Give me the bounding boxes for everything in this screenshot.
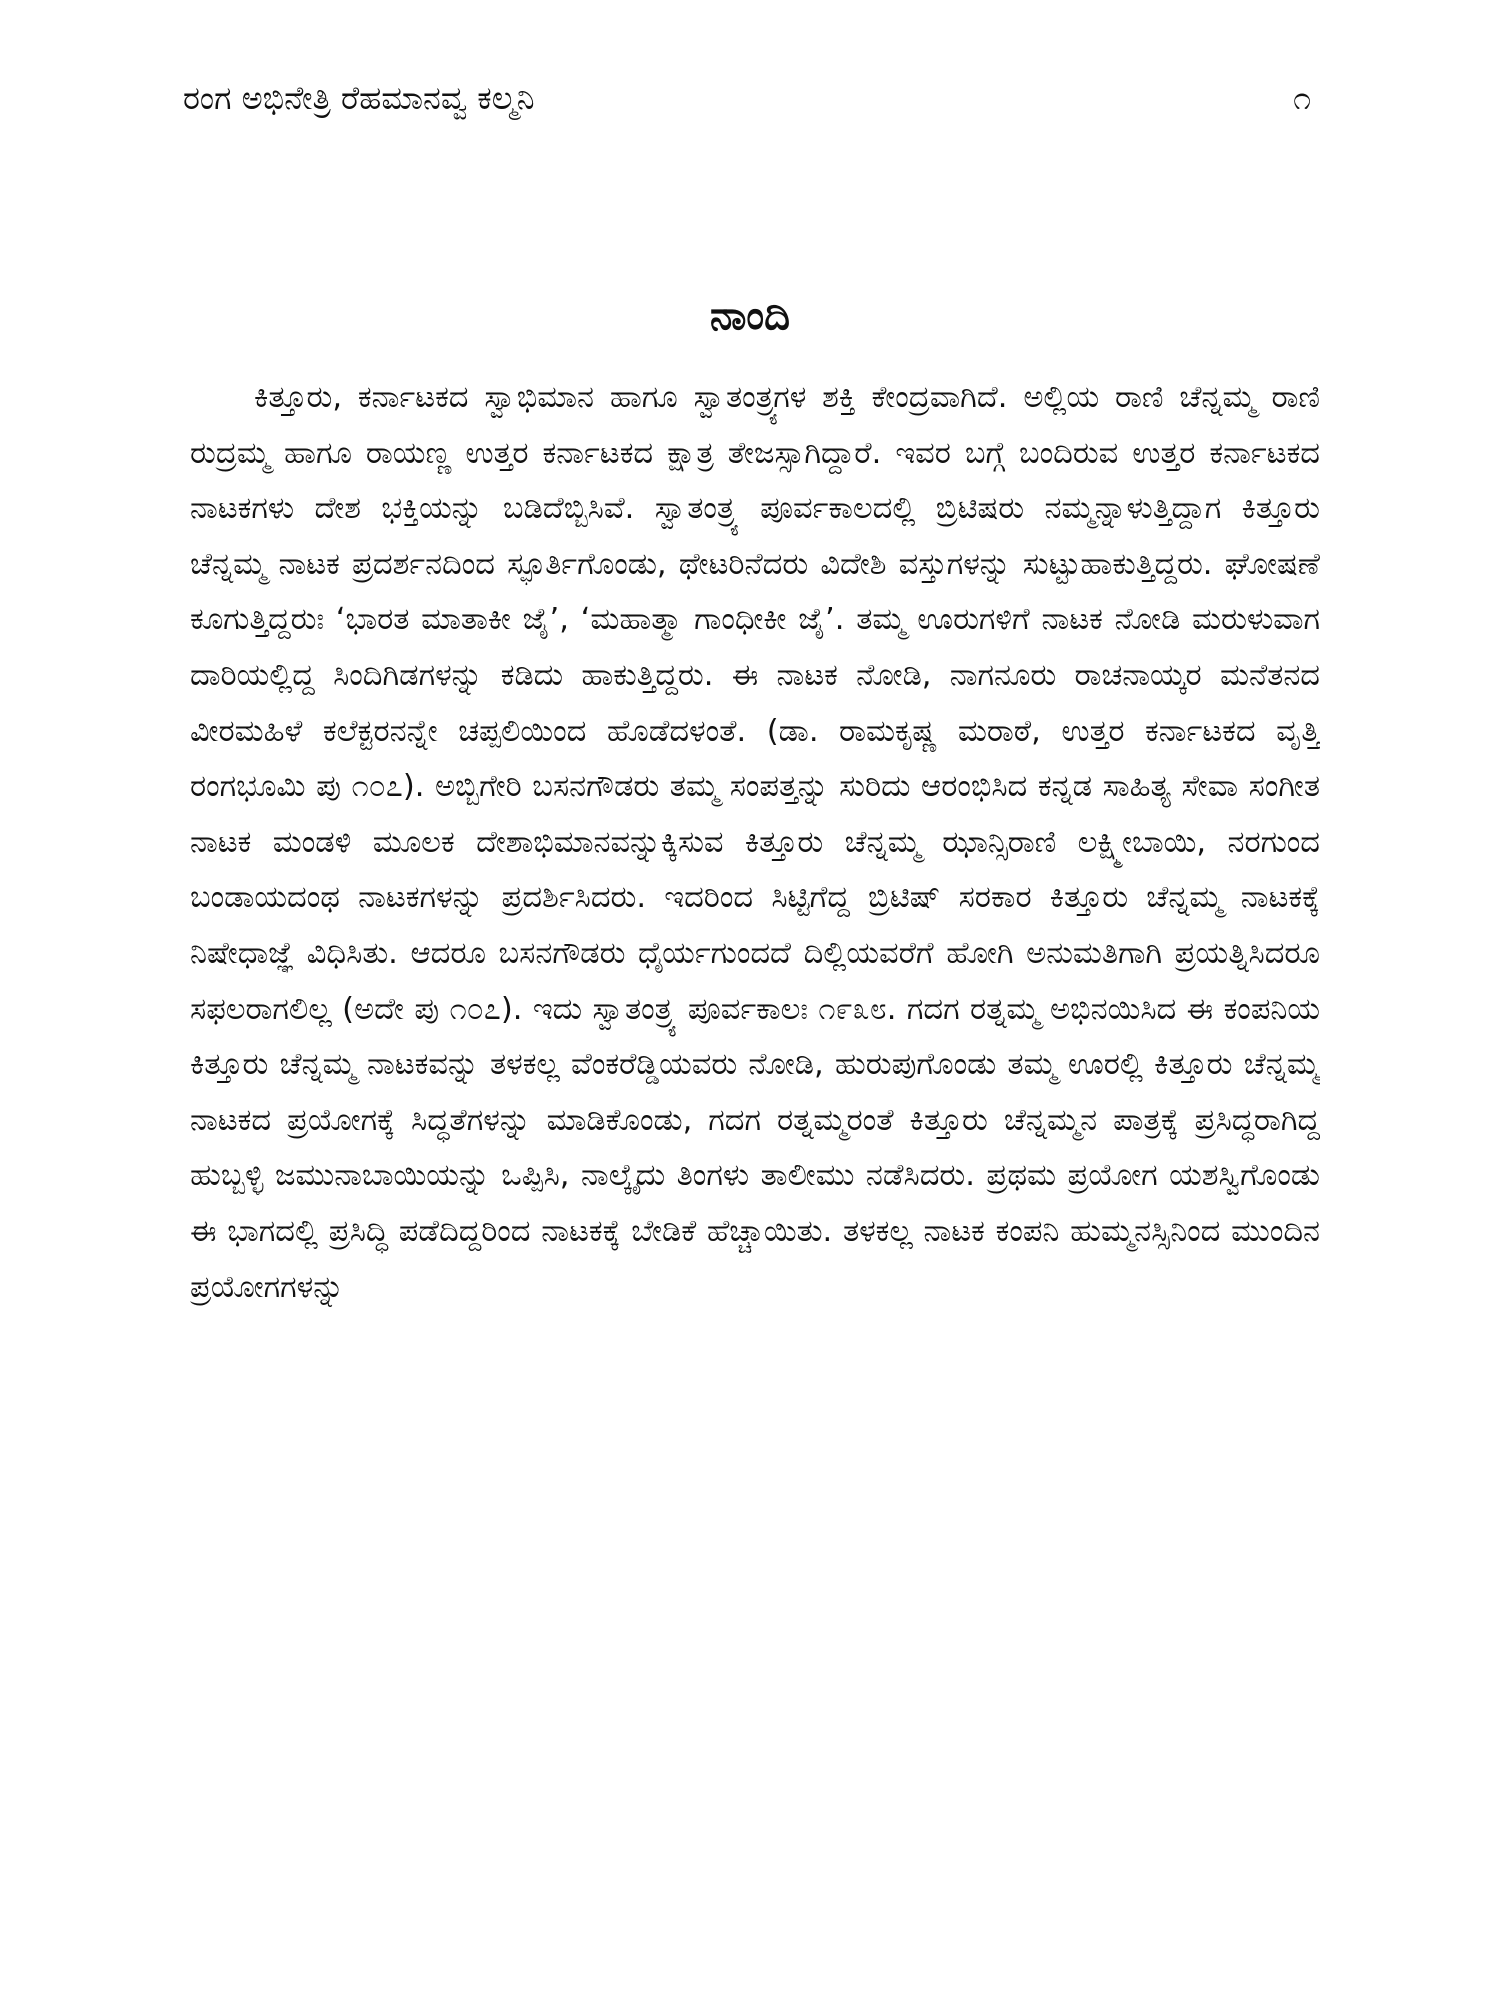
running-header [183, 72, 1323, 124]
section-title: ನಾಂದಿ [710, 293, 790, 339]
running-title: ರಂಗ ಅಭಿನೇತ್ರಿ ರೆಹಮಾನವ್ವ ಕಲ್ಮನಿ [183, 79, 535, 117]
body-paragraph: ಕಿತ್ತೂರು, ಕರ್ನಾಟಕದ ಸ್ವಾಭಿಮಾನ ಹಾಗೂ ಸ್ವಾತಂತ್ರ್ಯಗಳ ಶಕ್ತಿ ಕೇಂದ್ರವಾಗಿದೆ. ಅಲ್ಲಿಯ ರಾಣಿ ಚೆನ್ನಮ್ಮ ರಾಣಿ ರುದ್ರಮ್ಮ ಹಾಗೂ ರಾಯಣ್ಣ ಉತ್ತರ ಕರ್ನಾಟಕದ ಕ್ಷಾತ್ರ ತೇಜಸ್ಸಾಗಿದ್ದಾರೆ. ಇವರ ಬಗ್ಗೆ ಬಂದಿರುವ ಉತ್ತರ ಕರ್ನಾಟಕದ ನಾಟಕಗಳು ದೇಶ ಭಕ್ತಿಯನ್ನು ಬಡಿದೆಬ್ಬಿಸಿವೆ. ಸ್ವಾತಂತ್ರ್ಯ ಪೂರ್ವಕಾಲದಲ್ಲಿ ಬ್ರಿಟಿಷರು ನಮ್ಮನ್ನಾಳುತ್ತಿದ್ದಾಗ ಕಿತ್ತೂರು ಚೆನ್ನಮ್ಮ ನಾಟಕ ಪ್ರದರ್ಶನದಿಂದ ಸ್ಫೂರ್ತಿಗೊಂಡು, ಥೇಟರಿನೆದರು ವಿದೇಶಿ ವಸ್ತುಗಳನ್ನು ಸುಟ್ಟುಹಾಕುತ್ತಿದ್ದರು. ಘೋಷಣೆ ಕೂಗುತ್ತಿದ್ದರುಃ ‘ಭಾರತ ಮಾತಾಕೀ ಜೈ’, ‘ಮಹಾತ್ಮಾ ಗಾಂಧೀಕೀ ಜೈ’. ತಮ್ಮ ಊರುಗಳಿಗೆ ನಾಟಕ ನೋಡಿ ಮರುಳುವಾಗ ದಾರಿಯಲ್ಲಿದ್ದ ಸಿಂದಿಗಿಡಗಳನ್ನು ಕಡಿದು ಹಾಕುತ್ತಿದ್ದರು. ಈ ನಾಟಕ ನೋಡಿ, ನಾಗನೂರು ರಾಚನಾಯ್ಕರ ಮನೆತನದ ವೀರಮಹಿಳೆ ಕಲೆಕ್ಟರನನ್ನೇ ಚಪ್ಪಲಿಯಿಂದ ಹೊಡೆದಳಂತೆ. (ಡಾ. ರಾಮಕೃಷ್ಣ ಮರಾಠೆ, ಉತ್ತರ ಕರ್ನಾಟಕದ ವೃತ್ತಿ ರಂಗಭೂಮಿ ಪು ೧೦೭). ಅಬ್ಬಿಗೇರಿ ಬಸನಗೌಡರು ತಮ್ಮ ಸಂಪತ್ತನ್ನು ಸುರಿದು ಆರಂಭಿಸಿದ ಕನ್ನಡ ಸಾಹಿತ್ಯ ಸೇವಾ ಸಂಗೀತ ನಾಟಕ ಮಂಡಳಿ ಮೂಲಕ ದೇಶಾಭಿಮಾನವನ್ನುಕ್ಕಿಸುವ ಕಿತ್ತೂರು ಚೆನ್ನಮ್ಮ ಝಾನ್ಸಿರಾಣಿ ಲಕ್ಷ್ಮೀಬಾಯಿ, ನರಗುಂದ ಬಂಡಾಯದಂಥ ನಾಟಕಗಳನ್ನು ಪ್ರದರ್ಶಿಸಿದರು. ಇದರಿಂದ ಸಿಟ್ಟಿಗೆದ್ದ ಬ್ರಿಟಿಷ್ ಸರಕಾರ ಕಿತ್ತೂರು ಚೆನ್ನಮ್ಮ ನಾಟಕಕ್ಕೆ ನಿಷೇಧಾಜ್ಞೆ ವಿಧಿಸಿತು. ಆದರೂ ಬಸನಗೌಡರು ಧೈರ್ಯಗುಂದದೆ ದಿಲ್ಲಿಯವರೆಗೆ ಹೋಗಿ ಅನುಮತಿಗಾಗಿ ಪ್ರಯತ್ನಿಸಿದರೂ ಸಫಲರಾಗಲಿಲ್ಲ (ಅದೇ ಪು ೧೦೭). ಇದು ಸ್ವಾತಂತ್ರ್ಯ ಪೂರ್ವಕಾಲಃ ೧೯೩೮. ಗದಗ ರತ್ನಮ್ಮ ಅಭಿನಯಿಸಿದ ಈ ಕಂಪನಿಯ ಕಿತ್ತೂರು ಚೆನ್ನಮ್ಮ ನಾಟಕವನ್ನು ತಳಕಲ್ಲ ವೆಂಕರೆಡ್ಡಿಯವರು ನೋಡಿ, ಹುರುಪುಗೊಂಡು ತಮ್ಮ ಊರಲ್ಲಿ ಕಿತ್ತೂರು ಚೆನ್ನಮ್ಮ ನಾಟಕದ ಪ್ರಯೋಗಕ್ಕೆ ಸಿದ್ಧತೆಗಳನ್ನು ಮಾಡಿಕೊಂಡು, ಗದಗ ರತ್ನಮ್ಮರಂತೆ ಕಿತ್ತೂರು ಚೆನ್ನಮ್ಮನ ಪಾತ್ರಕ್ಕೆ ಪ್ರಸಿದ್ಧರಾಗಿದ್ದ ಹುಬ್ಬಳ್ಳಿ ಜಮುನಾಬಾಯಿಯನ್ನು ಒಪ್ಪಿಸಿ, ನಾಲ್ಕೈದು ತಿಂಗಳು ತಾಲೀಮು ನಡೆಸಿದರು. ಪ್ರಥಮ ಪ್ರಯೋಗ ಯಶಸ್ವಿಗೊಂಡು ಈ ಭಾಗದಲ್ಲಿ ಪ್ರಸಿದ್ಧಿ ಪಡೆದಿದ್ದರಿಂದ ನಾಟಕಕ್ಕೆ ಬೇಡಿಕೆ ಹೆಚ್ಚಾಯಿತು. ತಳಕಲ್ಲ ನಾಟಕ ಕಂಪನಿ ಹುಮ್ಮನಸ್ಸಿನಿಂದ ಮುಂದಿನ ಪ್ರಯೋಗಗಳನ್ನು [190, 380, 1320, 1305]
page-number: ೧ [1293, 79, 1311, 117]
